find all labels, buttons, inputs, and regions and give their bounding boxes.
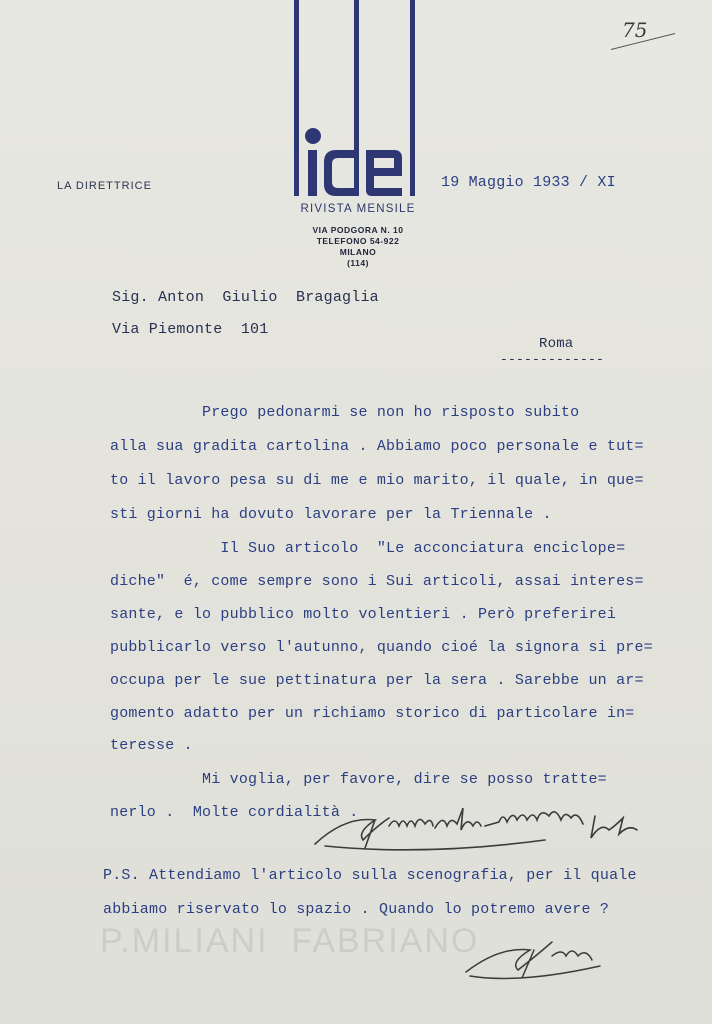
body-line: sti giorni ha dovuto lavorare per la Triennale . xyxy=(110,506,552,523)
body-line: Mi voglia, per favore, dire se posso tratte= xyxy=(110,771,607,788)
body-line: nerlo . Molte cordialità . xyxy=(110,804,359,821)
letterhead-address-line: (114) xyxy=(347,258,369,268)
postscript-line: abbiamo riservato lo spazio . Quando lo potremo avere ? xyxy=(103,901,610,918)
body-line: alla sua gradita cartolina . Abbiamo poco personale e tut= xyxy=(110,438,644,455)
recipient-street: Via Piemonte 101 xyxy=(112,321,269,338)
archive-number: 75 xyxy=(622,18,648,42)
body-line: Il Suo articolo "Le acconciatura enciclope= xyxy=(110,540,626,557)
letterhead-subtitle: RIVISTA MENSILE xyxy=(300,203,416,215)
paper-watermark: P.MILIANI FABRIANO xyxy=(100,922,480,960)
letterhead-address-line: VIA PODGORA N. 10 xyxy=(312,225,404,235)
body-line: pubblicarlo verso l'autunno, quando cioé la signora si pre= xyxy=(110,639,653,656)
letterhead-directrice: LA DIRETTRICE xyxy=(57,180,152,192)
recipient-name: Sig. Anton Giulio Bragaglia xyxy=(112,289,379,306)
letterhead-address-line: MILANO xyxy=(339,247,377,257)
ide-logo xyxy=(286,0,426,200)
letter-date: 19 Maggio 1933 / XI xyxy=(441,174,616,191)
body-line: teresse . xyxy=(110,737,193,754)
handwritten-initials xyxy=(460,936,620,982)
body-line: diche" é, come sempre sono i Sui articoli, assai interes= xyxy=(110,573,644,590)
body-line: occupa per le sue pettinatura per la sera . Sarebbe un ar= xyxy=(110,672,644,689)
recipient-city: Roma xyxy=(539,336,574,352)
postscript-line: P.S. Attendiamo l'articolo sulla scenografia, per il quale xyxy=(103,867,637,884)
body-line: gomento adatto per un richiamo storico di particolare in= xyxy=(110,705,635,722)
body-line: sante, e lo pubblico molto volentieri . Però preferirei xyxy=(110,606,617,623)
body-line: to il lavoro pesa su di me e mio marito, il quale, in que= xyxy=(110,472,644,489)
handwritten-signature xyxy=(305,796,705,856)
recipient-city-underline: ------------- xyxy=(500,352,605,367)
letterhead-address-line: TELEFONO 54-922 xyxy=(316,236,400,246)
body-line: Prego pedonarmi se non ho risposto subito xyxy=(110,404,580,421)
